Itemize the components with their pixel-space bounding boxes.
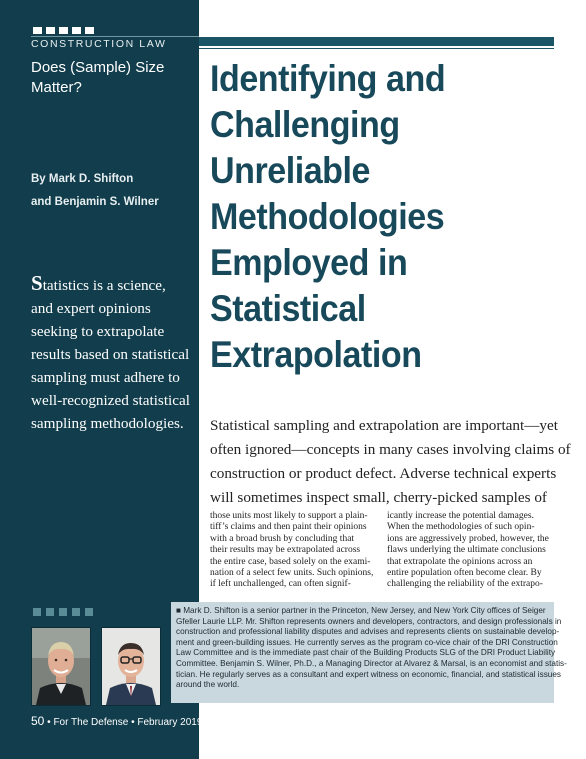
title-line: Employed in (210, 242, 408, 283)
footer-separator: • (47, 717, 51, 728)
intro-line: construction or product defect. Adverse technical experts (210, 465, 557, 482)
bio-line: ■ Mark D. Shifton is a senior partner in the Princeton, New Jersey, and New York City offices of Seiger (176, 606, 546, 615)
page-footer (31, 714, 202, 728)
body-line: challenging the reliability of the extrapo- (387, 579, 543, 590)
bio-line: Law Committee and is the immediate past chair of the Building Products SLG of the DRI Product Liability (176, 648, 556, 658)
body-line: with a broad brush by concluding that (210, 533, 355, 544)
author-line-2: and Benjamin S. Wilner (31, 196, 159, 208)
marker-square (85, 608, 93, 616)
body-line: the entire case, based solely on the exami- (210, 556, 371, 567)
title-line: Statistical (210, 288, 366, 329)
author-photo-shifton (31, 627, 91, 706)
body-line: nation of a select few units. Such opinions, (210, 568, 374, 579)
marker-square (59, 27, 68, 34)
intro-paragraph (210, 414, 571, 510)
pull-quote-line: sampling must adhere to (31, 369, 180, 386)
body-line: tiff’s claims and then paint their opinions (210, 522, 367, 533)
title-line: Extrapolation (210, 334, 422, 375)
pull-quote-line: results based on statistical (31, 346, 190, 363)
body-column-left (210, 511, 376, 591)
header-rule-thin (199, 48, 554, 49)
body-line: ions are aggressively probed, however, the (387, 533, 549, 544)
bio-line: construction and professional liability disputes and advises and represents clients on sustainable develop- (176, 627, 560, 637)
body-line: their results may be extrapolated across (210, 545, 361, 556)
page-number: 50 (31, 714, 45, 728)
pull-quote-line: well-recognized statistical (31, 392, 190, 409)
header-rule (199, 37, 554, 46)
marker-square (85, 27, 94, 34)
pull-quote-line: seeking to extrapolate (31, 323, 165, 340)
body-column-right (387, 511, 553, 591)
author-photo-wilner (101, 627, 161, 706)
pull-quote (31, 272, 193, 435)
portrait-image (32, 628, 90, 705)
issue-date: February 2019 (137, 717, 203, 728)
title-line: Unreliable (210, 150, 370, 191)
intro-line: often ignored—concepts in many cases involving claims of (210, 441, 571, 458)
pull-quote-line: tatistics is a science, (42, 277, 166, 294)
section-label: CONSTRUCTION LAW (31, 36, 199, 50)
pull-quote-line: and expert opinions (31, 300, 151, 317)
marker-square (46, 27, 55, 34)
intro-line: Statistical sampling and extrapolation are important—yet (210, 417, 558, 434)
marker-square (33, 27, 42, 34)
title-line: Challenging (210, 104, 400, 145)
body-line: icantly increase the potential damages. (387, 511, 534, 521)
bio-line: Committee. Benjamin S. Wilner, Ph.D., a Managing Director at Alvarez & Marsal, is an economist and statis- (176, 658, 567, 668)
author-line-1: By Mark D. Shifton (31, 173, 134, 185)
article-subtitle: Does (Sample) Size Matter? (31, 59, 165, 96)
body-line: entire population often become clear. By (387, 568, 542, 579)
author-bio-text (176, 606, 567, 691)
pull-quote-line: sampling methodologies. (31, 415, 184, 432)
marker-square (46, 608, 54, 616)
publication-name: For The Defense (53, 717, 129, 728)
body-line: if left unchallenged, can often signif- (210, 579, 351, 590)
title-line: Methodologies (210, 196, 445, 237)
bio-line: around the world. (176, 680, 240, 690)
portrait-image (102, 628, 160, 705)
marker-square (72, 608, 80, 616)
marker-square (59, 608, 67, 616)
marker-square (72, 27, 81, 34)
footer-separator: • (131, 717, 135, 728)
marker-square (33, 608, 41, 616)
bio-line: tician. He regularly serves as a consultant and expert witness on economic, financial, and statistical issues (176, 669, 562, 679)
body-line: that extrapolate the opinions across an (387, 556, 533, 567)
bio-line: ment and green-building issues. He currently serves as the program co-vice chair of the DRI Construction (176, 637, 558, 647)
section-marker-squares (33, 27, 94, 34)
bio-marker-squares (33, 608, 93, 616)
bio-line: Gfeller Laurie LLP. Mr. Shifton represents owners and developers, contractors, and design professionals in (176, 616, 562, 626)
title-line: Identifying and (210, 58, 446, 99)
body-line: flaws underlying the ultimate conclusions (387, 545, 546, 556)
article-title (210, 56, 523, 378)
drop-cap: S (31, 271, 43, 295)
intro-line: will sometimes inspect small, cherry-picked samples of (210, 489, 547, 506)
body-line: those units most likely to support a plain- (210, 511, 368, 521)
body-line: When the methodologies of such opin- (387, 522, 535, 533)
